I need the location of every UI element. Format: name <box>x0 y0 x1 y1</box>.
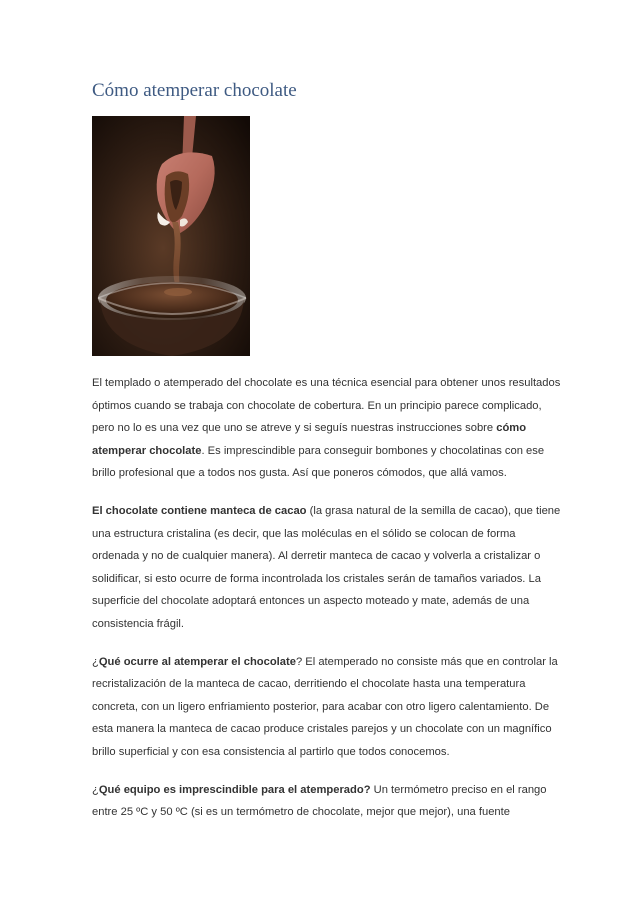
article-body <box>92 372 562 839</box>
page-title: Cómo atemperar chocolate <box>92 80 297 101</box>
text-span: , mejor que mejor), una fuente <box>360 806 510 819</box>
text-span: ¿ <box>92 783 99 796</box>
text-span: ? El atemperado no consiste más que en controlar la recristalización de la manteca de cacao, derritiendo el chocolate hasta una temperatura concreta, con un ligero enfriamiento posterior, para acabar con otro ligero calentamiento. De esta manera la manteca de cacao produce cristales parejos y un chocolate con un magnífico brillo superficial y con esa consistencia al partirlo que todos conocemos. <box>92 655 558 758</box>
bold-phrase: Qué ocurre al atemperar el chocolate <box>98 655 296 668</box>
text-span: (la grasa natural de la semilla de cacao), que tiene una estructura cristalina (es decir, que las moléculas en el sólido se colocan de forma ordenada y no de cualquier manera). Al derretir manteca de cacao y volverla a cristalizar o solidificar, si esto ocurre de forma incontrolada los cristales serán de tamaños variados. La superficie del chocolate adoptará entonces un aspecto moteado y mate, además de una consistencia frágil. <box>92 504 561 630</box>
paragraph-intro <box>92 372 562 485</box>
text-span: . Es imprescindible para conseguir bombones y chocolatinas con ese brillo profesional que a todos nos gusta. Así que poneros cómodos, que allá vamos. <box>92 444 545 480</box>
paragraph-equipment <box>92 779 562 824</box>
text-span: Un termómetro preciso en el rango entre 25 ºC y 50 ºC (si es un <box>92 783 547 819</box>
chocolate-photo <box>92 116 250 356</box>
chocolate-photo-illustration <box>92 116 250 356</box>
text-span: ¿ <box>92 655 99 668</box>
bold-phrase: cómo atemperar chocolate <box>92 422 527 457</box>
paragraph-what-happens <box>92 651 562 764</box>
thermometer-link[interactable]: termómetro de chocolate <box>236 806 361 819</box>
bold-phrase: Qué equipo es imprescindible para el atemperado? <box>98 783 371 796</box>
paragraph-cocoa-butter <box>92 500 562 636</box>
text-span: El templado o atemperado del chocolate es una técnica esencial para obtener unos resultados óptimos cuando se trabaja con chocolate de cobertura. En un principio parece complicado, pero no lo es una vez que uno se atreve y si seguís nuestras instrucciones sobre <box>92 377 561 435</box>
bold-phrase: El chocolate contiene manteca de cacao <box>92 504 307 517</box>
